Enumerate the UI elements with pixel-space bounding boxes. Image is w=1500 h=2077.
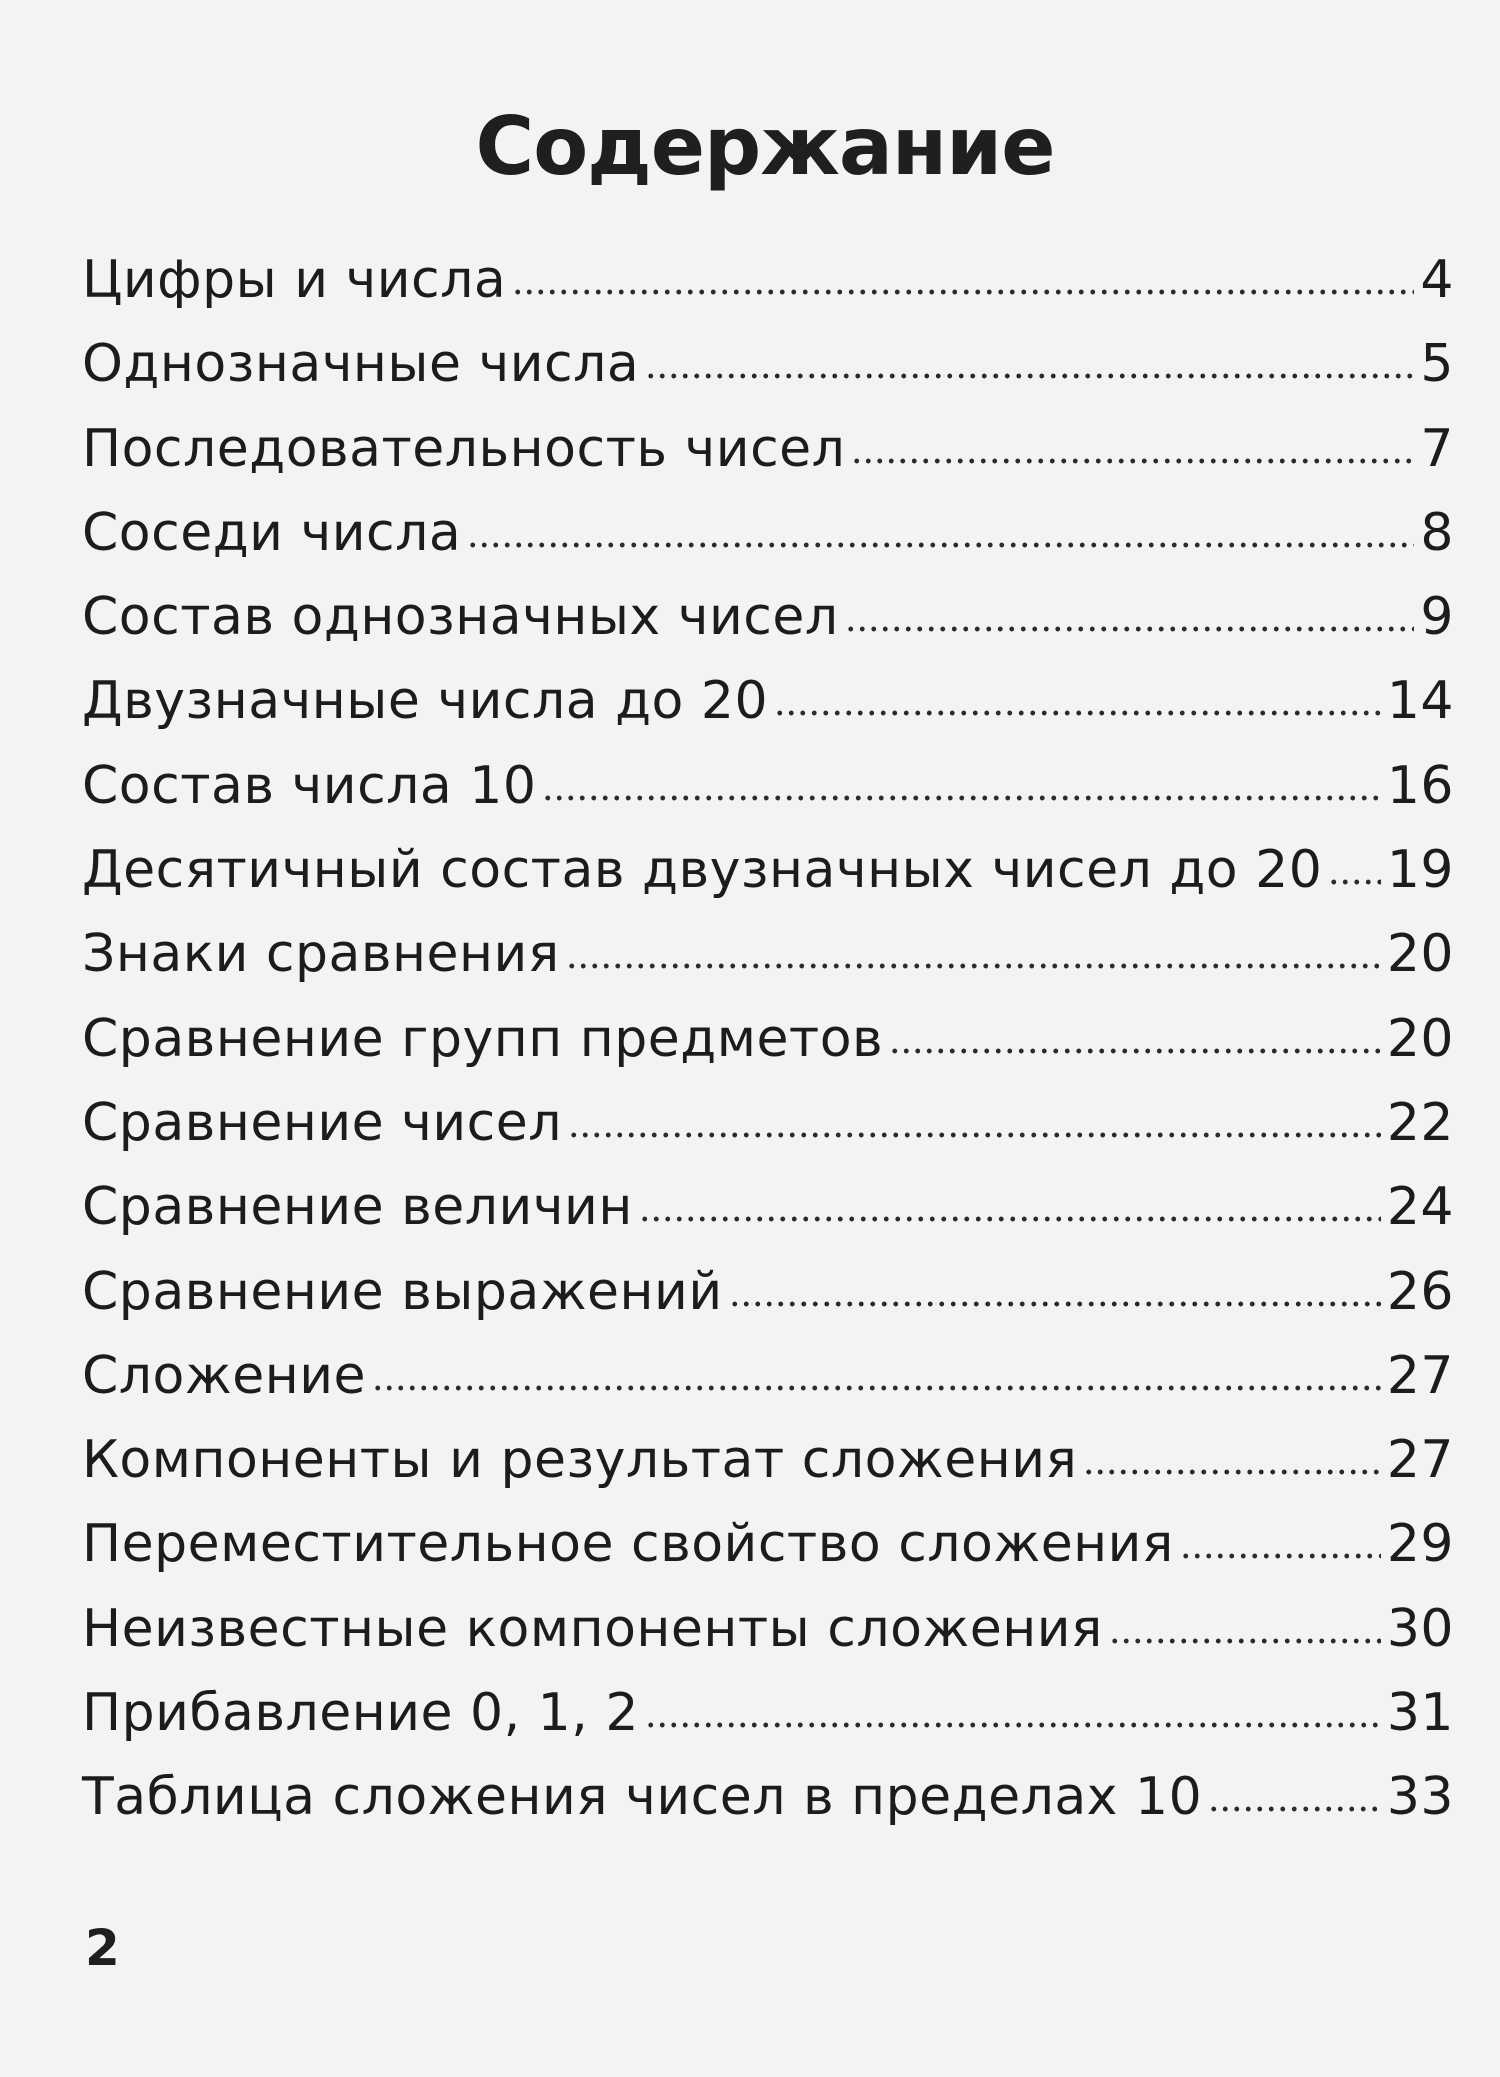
toc-entry-title: Сложение bbox=[82, 1345, 366, 1406]
dot-leader bbox=[889, 1048, 1381, 1054]
toc-entry[interactable] bbox=[82, 322, 1454, 406]
dot-leader bbox=[729, 1301, 1381, 1307]
toc-entry[interactable] bbox=[82, 1755, 1454, 1839]
toc-entry-title: Таблица сложения чисел в пределах 10 bbox=[82, 1767, 1203, 1828]
toc-entry-title: Соседи числа bbox=[82, 502, 462, 563]
toc-entry[interactable] bbox=[82, 1250, 1454, 1334]
toc-entry[interactable] bbox=[82, 912, 1454, 996]
toc-entry[interactable] bbox=[82, 997, 1454, 1081]
toc-entry-page: 33 bbox=[1386, 1767, 1454, 1828]
toc-entry[interactable] bbox=[82, 1671, 1454, 1755]
dot-leader bbox=[845, 626, 1415, 632]
toc-entry[interactable] bbox=[82, 1081, 1454, 1165]
toc-entry-title: Компоненты и результат сложения bbox=[82, 1430, 1078, 1491]
dot-leader bbox=[851, 458, 1414, 464]
toc-entry-title: Сравнение выражений bbox=[82, 1261, 723, 1322]
page-number: 2 bbox=[85, 1919, 120, 1977]
toc-entry-title: Знаки сравнения bbox=[82, 924, 560, 985]
toc-entry-page: 27 bbox=[1386, 1430, 1454, 1491]
dot-leader bbox=[566, 963, 1381, 969]
toc-entry-title: Прибавление 0, 1, 2 bbox=[82, 1683, 639, 1744]
toc-entry-title: Десятичный состав двузначных чисел до 20 bbox=[82, 840, 1323, 901]
toc-entry-page: 31 bbox=[1386, 1683, 1454, 1744]
toc-entry-title: Сравнение чисел bbox=[82, 1092, 562, 1153]
dot-leader bbox=[645, 1722, 1381, 1728]
toc-entry-title: Состав однозначных чисел bbox=[82, 587, 839, 648]
toc-entry-page: 24 bbox=[1386, 1177, 1454, 1238]
toc-entry-page: 14 bbox=[1386, 671, 1454, 732]
toc-entry-page: 20 bbox=[1386, 1008, 1454, 1069]
toc-entry-title: Однозначные числа bbox=[82, 334, 640, 395]
toc-entry-page: 19 bbox=[1386, 840, 1454, 901]
toc-entry-page: 22 bbox=[1386, 1092, 1454, 1153]
toc-entry-title: Неизвестные компоненты сложения bbox=[82, 1598, 1103, 1659]
toc-entry[interactable] bbox=[82, 575, 1454, 659]
toc-entry-title: Цифры и числа bbox=[82, 250, 507, 310]
dot-leader bbox=[512, 289, 1414, 295]
toc-entry-title: Последовательность чисел bbox=[82, 418, 846, 479]
toc-entry[interactable] bbox=[82, 1334, 1454, 1418]
toc-entry[interactable] bbox=[82, 1418, 1454, 1502]
toc-entry-page: 30 bbox=[1386, 1598, 1454, 1659]
table-of-contents bbox=[82, 238, 1454, 1840]
dot-leader bbox=[372, 1385, 1381, 1391]
dot-leader bbox=[1328, 879, 1381, 885]
toc-entry-page: 5 bbox=[1420, 334, 1454, 395]
toc-entry-page: 8 bbox=[1420, 502, 1454, 563]
toc-entry[interactable] bbox=[82, 407, 1454, 491]
toc-entry-page: 7 bbox=[1420, 418, 1454, 479]
toc-entry[interactable] bbox=[82, 238, 1454, 322]
toc-entry[interactable] bbox=[82, 1587, 1454, 1671]
toc-entry-title: Состав числа 10 bbox=[82, 755, 537, 816]
dot-leader bbox=[467, 542, 1414, 548]
dot-leader bbox=[774, 710, 1381, 716]
toc-entry-page: 9 bbox=[1420, 587, 1454, 648]
dot-leader bbox=[1109, 1638, 1381, 1644]
toc-entry-title: Сравнение величин bbox=[82, 1177, 633, 1238]
toc-entry[interactable] bbox=[82, 1165, 1454, 1249]
toc-entry[interactable] bbox=[82, 744, 1454, 828]
toc-entry-page: 29 bbox=[1386, 1514, 1454, 1575]
toc-entry-title: Сравнение групп предметов bbox=[82, 1008, 884, 1069]
toc-entry-page: 26 bbox=[1386, 1261, 1454, 1322]
toc-entry[interactable] bbox=[82, 491, 1454, 575]
dot-leader bbox=[1180, 1553, 1381, 1559]
dot-leader bbox=[645, 373, 1414, 379]
toc-entry-page: 27 bbox=[1386, 1345, 1454, 1406]
page-title: Содержание bbox=[475, 100, 1055, 193]
dot-leader bbox=[1083, 1469, 1381, 1475]
toc-entry-page: 16 bbox=[1386, 755, 1454, 816]
toc-entry-title: Двузначные числа до 20 bbox=[82, 671, 769, 732]
toc-entry-title: Переместительное свойство сложения bbox=[82, 1514, 1174, 1575]
dot-leader bbox=[542, 795, 1380, 801]
toc-entry-page: 20 bbox=[1386, 924, 1454, 985]
toc-entry[interactable] bbox=[82, 1502, 1454, 1586]
dot-leader bbox=[1208, 1806, 1381, 1812]
toc-entry[interactable] bbox=[82, 828, 1454, 912]
toc-entry-page: 4 bbox=[1420, 250, 1454, 310]
toc-entry[interactable] bbox=[82, 659, 1454, 743]
dot-leader bbox=[568, 1132, 1381, 1138]
dot-leader bbox=[639, 1216, 1381, 1222]
